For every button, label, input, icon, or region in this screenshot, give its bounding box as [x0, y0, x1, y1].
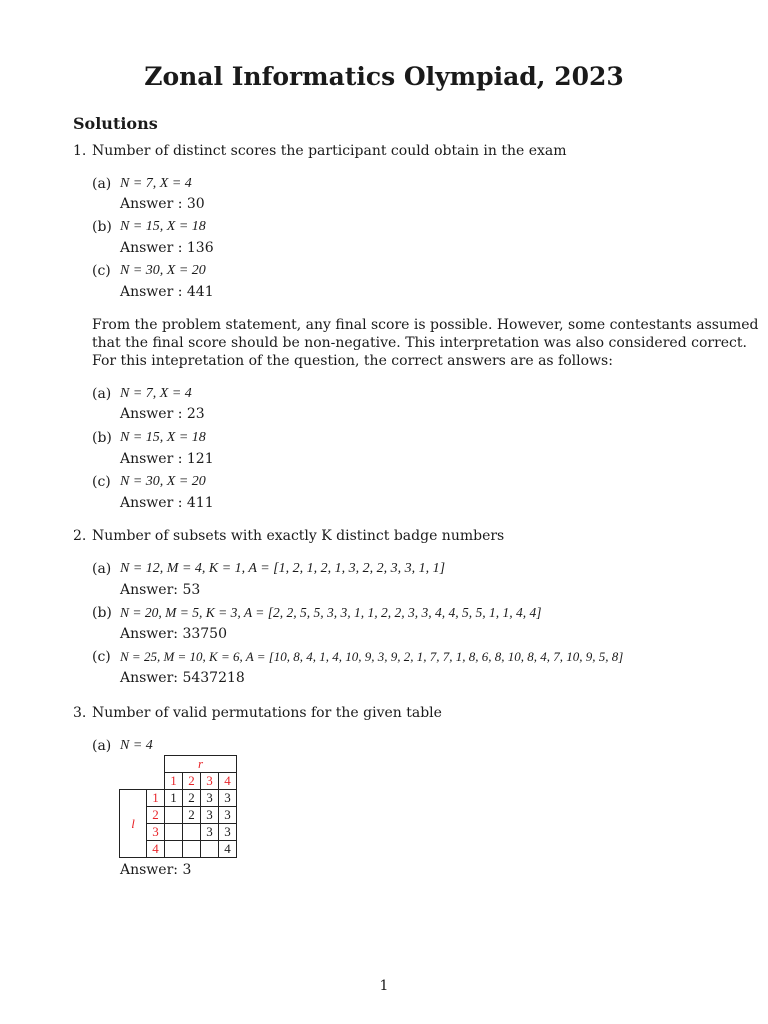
table-cell: [165, 824, 183, 841]
col-header: 4: [219, 773, 237, 790]
table-cell: 3: [219, 790, 237, 807]
table-cell: 2: [183, 790, 201, 807]
table-cell: [165, 841, 183, 858]
q2-text: Number of subsets with exactly K distinct badge numbers: [92, 528, 505, 544]
q1-part-label: (c): [92, 263, 111, 279]
section-heading: Solutions: [73, 114, 158, 133]
q2-part-label: (b): [92, 605, 112, 621]
q3-part-expr: N = 4: [120, 738, 153, 753]
q1-part2-answer: Answer : 23: [120, 406, 205, 422]
table-cell: 3: [219, 807, 237, 824]
q2-part-expr: N = 25, M = 10, K = 6, A = [10, 8, 4, 1, 4, 10, 9, 3, 9, 2, 1, 7, 7, 1, 8, 6, 8, 10, 8, 4, 7, 10, 9, 5, 8]: [120, 649, 624, 664]
q1-part2-label: (b): [92, 430, 112, 446]
q1-part-label: (b): [92, 219, 112, 235]
q1-part2-label: (a): [92, 386, 112, 402]
q2-part-expr: N = 20, M = 5, K = 3, A = [2, 2, 5, 5, 3, 3, 1, 1, 2, 2, 3, 3, 4, 4, 5, 5, 1, 1, 4, 4]: [120, 605, 542, 620]
q2-part-answer: Answer: 5437218: [120, 670, 245, 686]
q1-part2-expr: N = 7, X = 4: [120, 386, 192, 401]
q2-part-label: (a): [92, 561, 112, 577]
table-cell: 3: [219, 824, 237, 841]
row-header: 4: [147, 841, 165, 858]
q1-part2-label: (c): [92, 474, 111, 490]
q1-part2-answer: Answer : 411: [120, 495, 214, 511]
page-number: 1: [379, 978, 389, 994]
q2-part-answer: Answer: 33750: [120, 626, 227, 642]
q1-part-label: (a): [92, 176, 112, 192]
table-cell: 3: [201, 807, 219, 824]
q3-text: Number of valid permutations for the given table: [92, 705, 442, 721]
q1-note-line: From the problem statement, any final score is possible. However, some contestants assumed: [92, 317, 759, 333]
q2-part-answer: Answer: 53: [120, 582, 201, 598]
permutation-table: [119, 755, 237, 858]
q1-number: 1.: [73, 143, 87, 159]
table-cell: [183, 824, 201, 841]
q1-part-answer: Answer : 30: [120, 196, 205, 212]
q1-part-answer: Answer : 136: [120, 240, 214, 256]
row-header: 1: [147, 790, 165, 807]
col-header: 1: [165, 773, 183, 790]
document-title: Zonal Informatics Olympiad, 2023: [144, 62, 624, 91]
q1-part-expr: N = 30, X = 20: [120, 263, 206, 278]
col-header: 2: [183, 773, 201, 790]
q2-part-label: (c): [92, 649, 111, 665]
row-variable: l: [120, 790, 147, 858]
table-cell: [201, 841, 219, 858]
q3-number: 3.: [73, 705, 87, 721]
table-cell: [165, 807, 183, 824]
table-cell: 4: [219, 841, 237, 858]
table-cell: 3: [201, 790, 219, 807]
q1-part2-expr: N = 15, X = 18: [120, 430, 206, 445]
q1-part-expr: N = 7, X = 4: [120, 176, 192, 191]
table-cell: 2: [183, 807, 201, 824]
col-variable: r: [165, 756, 237, 773]
q1-note-line: For this intepretation of the question, the correct answers are as follows:: [92, 353, 613, 369]
row-header: 2: [147, 807, 165, 824]
q3-part-label: (a): [92, 738, 112, 754]
table-cell: 3: [201, 824, 219, 841]
table-cell: 1: [165, 790, 183, 807]
table-cell: [183, 841, 201, 858]
q1-note-line: that the final score should be non-negative. This interpretation was also considered correct.: [92, 335, 747, 351]
q1-part2-expr: N = 30, X = 20: [120, 474, 206, 489]
q1-part2-answer: Answer : 121: [120, 451, 214, 467]
q1-part-expr: N = 15, X = 18: [120, 219, 206, 234]
q1-text: Number of distinct scores the participant could obtain in the exam: [92, 143, 567, 159]
q1-part-answer: Answer : 441: [120, 284, 214, 300]
q3-part-answer: Answer: 3: [120, 862, 192, 878]
col-header: 3: [201, 773, 219, 790]
q2-part-expr: N = 12, M = 4, K = 1, A = [1, 2, 1, 2, 1, 3, 2, 2, 3, 3, 1, 1]: [120, 561, 446, 576]
row-header: 3: [147, 824, 165, 841]
q2-number: 2.: [73, 528, 87, 544]
